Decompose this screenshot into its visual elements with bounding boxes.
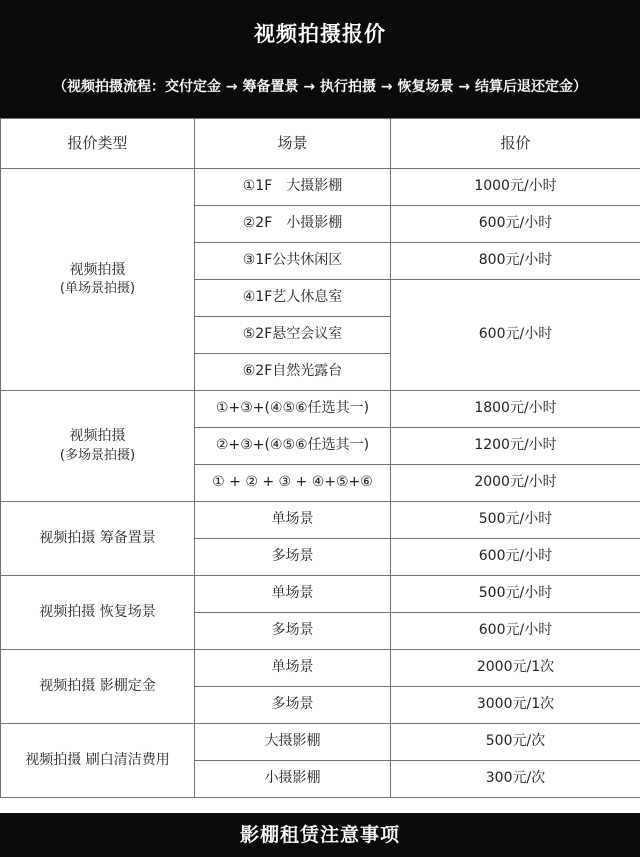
price-cell: 600元/小时 [391, 613, 640, 650]
scene-cell: 单场景 [195, 650, 391, 687]
type-cell: 视频拍摄 刷白清洁费用 [1, 724, 195, 798]
type-cell [1, 391, 195, 502]
price-cell: 500元/次 [391, 724, 640, 761]
price-cell: 3000元/1次 [391, 687, 640, 724]
price-cell: 1000元/小时 [391, 169, 640, 206]
price-cell: 600元/小时 [391, 539, 640, 576]
price-cell: 800元/小时 [391, 243, 640, 280]
type-cell: 视频拍摄 影棚定金 [1, 650, 195, 724]
price-cell: 300元/次 [391, 761, 640, 798]
scene-cell: 单场景 [195, 502, 391, 539]
header-banner [0, 0, 640, 118]
scene-cell: 多场景 [195, 613, 391, 650]
scene-cell: 大摄影棚 [195, 724, 391, 761]
column-header-scene: 场景 [195, 119, 391, 169]
table-row [1, 576, 640, 613]
table-row [1, 169, 640, 206]
type-sublabel: (单场景拍摄) [59, 281, 136, 297]
table-header-row [1, 119, 640, 169]
type-cell: 视频拍摄 筹备置景 [1, 502, 195, 576]
column-header-price: 报价 [391, 119, 640, 169]
scene-cell: ①1F 大摄影棚 [195, 169, 391, 206]
price-cell: 500元/小时 [391, 502, 640, 539]
page-title: 视频拍摄报价 [254, 22, 386, 46]
price-cell: 2000元/小时 [391, 465, 640, 502]
scene-cell: ①+③+(④⑤⑥任选其一) [195, 391, 391, 428]
process-description: （视频拍摄流程：交付定金 → 筹备置景 → 执行拍摄 → 恢复场景 → 结算后退还定金） [53, 79, 587, 95]
type-cell [1, 169, 195, 391]
table-row [1, 650, 640, 687]
scene-cell: 多场景 [195, 687, 391, 724]
type-label: 视频拍摄 [69, 261, 126, 278]
scene-cell: ① + ② + ③ + ④+⑤+⑥ [195, 465, 391, 502]
price-cell: 600元/小时 [391, 206, 640, 243]
scene-cell: ②+③+(④⑤⑥任选其一) [195, 428, 391, 465]
type-sublabel: (多场景拍摄) [59, 447, 136, 463]
scene-cell: 小摄影棚 [195, 761, 391, 798]
column-header-type: 报价类型 [1, 119, 195, 169]
type-cell: 视频拍摄 恢复场景 [1, 576, 195, 650]
scene-cell: ②2F 小摄影棚 [195, 206, 391, 243]
price-cell: 500元/小时 [391, 576, 640, 613]
scene-cell: 单场景 [195, 576, 391, 613]
notice-banner: 影棚租赁注意事项 [0, 813, 640, 857]
price-cell: 1800元/小时 [391, 391, 640, 428]
table-row [1, 724, 640, 761]
scene-cell: 多场景 [195, 539, 391, 576]
price-cell: 1200元/小时 [391, 428, 640, 465]
scene-cell: ⑤2F悬空会议室 [195, 317, 391, 354]
scene-cell: ③1F公共休闲区 [195, 243, 391, 280]
price-table [0, 118, 640, 798]
price-cell: 600元/小时 [391, 280, 640, 391]
table-row [1, 502, 640, 539]
price-cell: 2000元/1次 [391, 650, 640, 687]
table-row [1, 391, 640, 428]
type-label: 视频拍摄 [69, 428, 126, 445]
scene-cell: ⑥2F自然光露台 [195, 354, 391, 391]
scene-cell: ④1F艺人休息室 [195, 280, 391, 317]
